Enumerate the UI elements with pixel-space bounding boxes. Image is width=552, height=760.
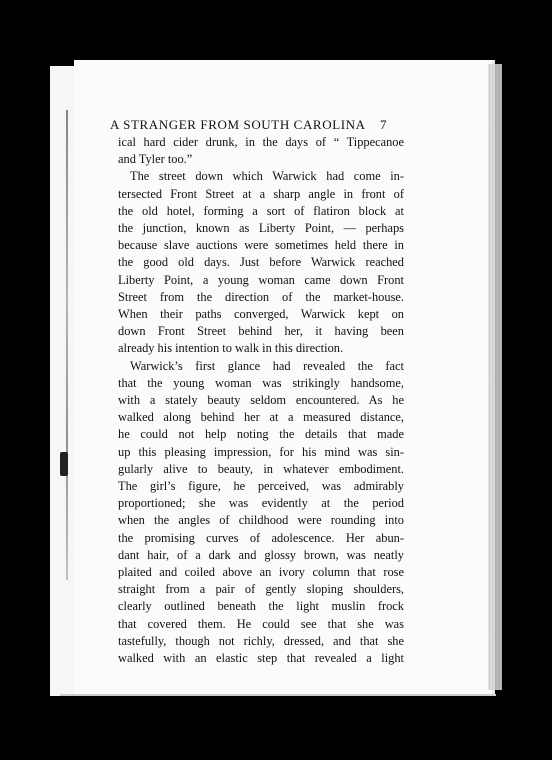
text-line: gularly alive to beauty, in whatever embodiment. <box>118 461 404 476</box>
text-line: that covered them. He could see that she was <box>118 616 404 631</box>
text-line: the promising curves of adolescence. Her abun- <box>118 530 404 545</box>
text-line: straight from a pair of gently sloping shoulders, <box>118 582 404 597</box>
binding-gutter <box>66 110 68 580</box>
text-line: because slave auctions were sometimes held there in <box>118 238 404 253</box>
text-line: with a stately beauty seldom encountered. As he <box>118 393 404 408</box>
text-line: tersected Front Street at a sharp angle in front of <box>118 186 404 201</box>
text-line: Street from the direction of the market-house. <box>118 289 404 304</box>
body-text <box>118 134 404 667</box>
text-line: Warwick’s first glance had revealed the fact <box>130 358 404 373</box>
text-line: ical hard cider drunk, in the days of “ Tippecanoe <box>118 135 404 149</box>
text-line: dant hair, of a dark and glossy brown, was neatly <box>118 547 404 562</box>
text-line: When their paths converged, Warwick kept on <box>118 307 404 322</box>
text-line: proportioned; she was evidently at the period <box>118 496 404 511</box>
text-line: when the angles of childhood were rounding into <box>118 513 404 528</box>
text-line: the old hotel, forming a sort of flatiron block at <box>118 203 404 218</box>
page-edges <box>488 64 502 690</box>
text-line: the good old days. Just before Warwick reached <box>118 255 404 270</box>
text-line: tastefully, though not richly, dressed, and that she <box>118 633 404 648</box>
running-header: A STRANGER FROM SOUTH CAROLINA <box>110 117 366 132</box>
text-line: The girl’s figure, he perceived, was admirably <box>118 479 404 494</box>
text-line: and Tyler too.” <box>118 152 193 167</box>
binding-mark <box>60 452 68 476</box>
text-line: that the young woman was strikingly handsome, <box>118 375 404 390</box>
text-line: already his intention to walk in this direction. <box>118 341 344 356</box>
text-line: plaited and coiled above an ivory column that rose <box>118 565 404 580</box>
text-line: The street down which Warwick had come in- <box>130 169 404 184</box>
text-line: he could not help noting the details that made <box>118 427 404 442</box>
page-number: 7 <box>380 117 387 132</box>
text-line: the junction, known as Liberty Point, — perhaps <box>118 221 404 236</box>
text-line: up this pleasing impression, for his mind was sin- <box>118 444 404 459</box>
text-line: clearly outlined beneath the light muslin frock <box>118 599 404 614</box>
text-line: walked along behind her at a measured distance, <box>118 410 404 425</box>
text-line: walked with an elastic step that revealed a light <box>118 651 404 666</box>
text-line: down Front Street behind her, it having been <box>118 324 404 339</box>
page-bottom-edge <box>60 694 496 696</box>
text-line: Liberty Point, a young woman came down Front <box>118 272 404 287</box>
